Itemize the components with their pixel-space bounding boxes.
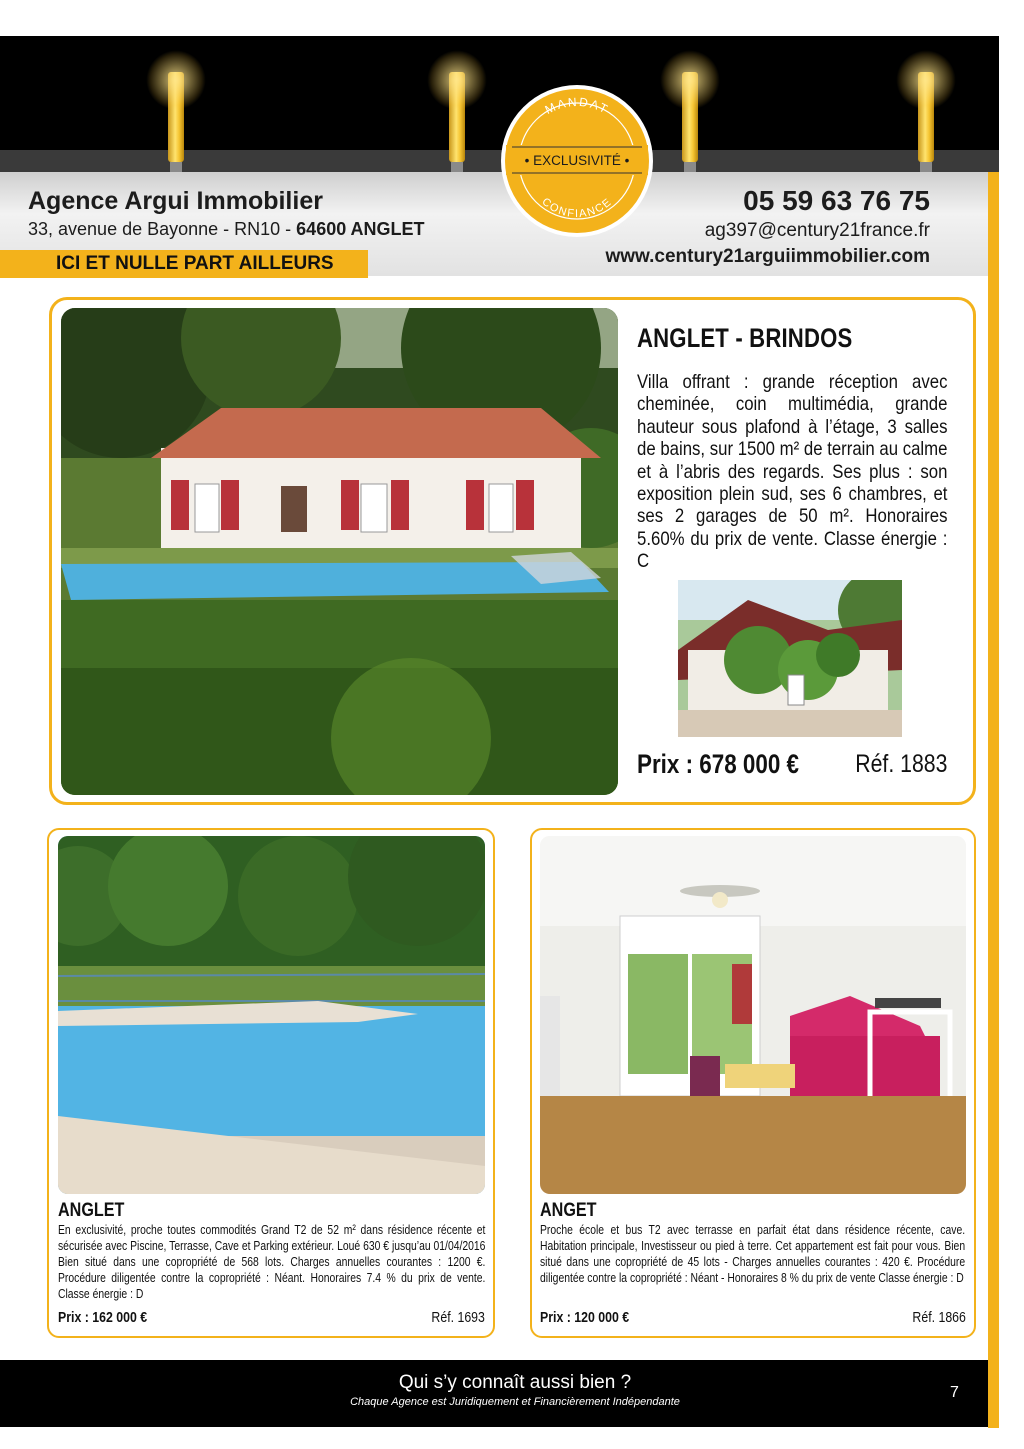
- footer-question: Qui s’y connaît aussi bien ?: [398, 1372, 632, 1393]
- agency-address: [28, 219, 425, 240]
- living-room-photo: [540, 836, 966, 1194]
- pool-photo: [58, 836, 485, 1194]
- lamp-decoration: [918, 72, 934, 162]
- page-number: 7: [950, 1384, 959, 1401]
- seal-top-text: MANDAT: [542, 94, 612, 117]
- footer-disclaimer: Chaque Agence est Juridiquement et Financièrement Indépendante: [350, 1396, 680, 1408]
- agency-phone[interactable]: 05 59 63 76 75: [743, 185, 930, 216]
- slogan-banner: ICI ET NULLE PART AILLEURS: [0, 250, 368, 278]
- lamp-decoration: [449, 72, 465, 162]
- villa-pool-photo: [61, 308, 618, 795]
- listing-description: Villa offrant : grande réception avec cheminée, coin multimédia, grande hauteur sous plafond à l’étage, 3 salles de bains, sur 1500 m² de terrain au calme et à l’abris des regards. Ses plus : son exposition plein sud, ses 6 chambres, et ses 2 garages de 50 m². Honoraires 5.60% du prix de vente. Classe énergie : C: [637, 371, 948, 573]
- listing-reference: Réf. 1866: [912, 1310, 966, 1326]
- lamp-decoration: [682, 72, 698, 162]
- listing-price: Prix : 678 000 €: [637, 749, 799, 779]
- agency-email[interactable]: ag397@century21france.fr: [704, 220, 930, 241]
- listing-title: ANGLET: [58, 1200, 125, 1221]
- listing-reference: Réf. 1883: [854, 750, 947, 778]
- listing-title: ANGET: [540, 1200, 597, 1221]
- listing-description: Proche école et bus T2 avec terrasse en parfait état dans résidence récente, cave. Habitation principale, Investisseur ou pied à terre. Cet appartement est fait pour vous. Bien situé dans une copropriété de 45 lots - Charges annuelles courantes : 420 €. Procédure diligentée contre la copropriété : Néant - Honoraires 8 % du prix de vente Classe énergie : D: [540, 1222, 966, 1285]
- exclusivity-seal: [498, 82, 656, 240]
- listing-description: En exclusivité, proche toutes commodités Grand T2 de 52 m² dans résidence récente et sécurisée avec Piscine, Terrasse, Cave et Parking extérieur. Loué 630 € jusqu’au 01/04/2016 Bien situé dans une copropriété de 568 lots. Charges annuelles courantes : 1200 €. Procédure diligentée contre la copropriété : Néant. Honoraires 7.4 % du prix de vente. Classe énergie : D: [58, 1222, 486, 1301]
- listing-price: Prix : 162 000 €: [58, 1310, 148, 1326]
- villa-facade-photo: [678, 580, 902, 737]
- agency-name: Agence Argui Immobilier: [28, 187, 323, 215]
- lamp-decoration: [168, 72, 184, 162]
- agency-website[interactable]: www.century21arguiimmobilier.com: [605, 246, 930, 267]
- agency-street: 33, avenue de Bayonne - RN10 -: [28, 219, 297, 239]
- right-accent-bar: [988, 172, 999, 1428]
- listing-title: ANGLET - BRINDOS: [637, 323, 853, 353]
- listing-price: Prix : 120 000 €: [540, 1310, 630, 1326]
- seal-center-text: • EXCLUSIVITÉ •: [524, 153, 630, 168]
- listing-reference: Réf. 1693: [431, 1310, 485, 1326]
- seal-bottom-text: CONFIANCE: [539, 195, 615, 221]
- agency-city: 64600 ANGLET: [296, 219, 425, 239]
